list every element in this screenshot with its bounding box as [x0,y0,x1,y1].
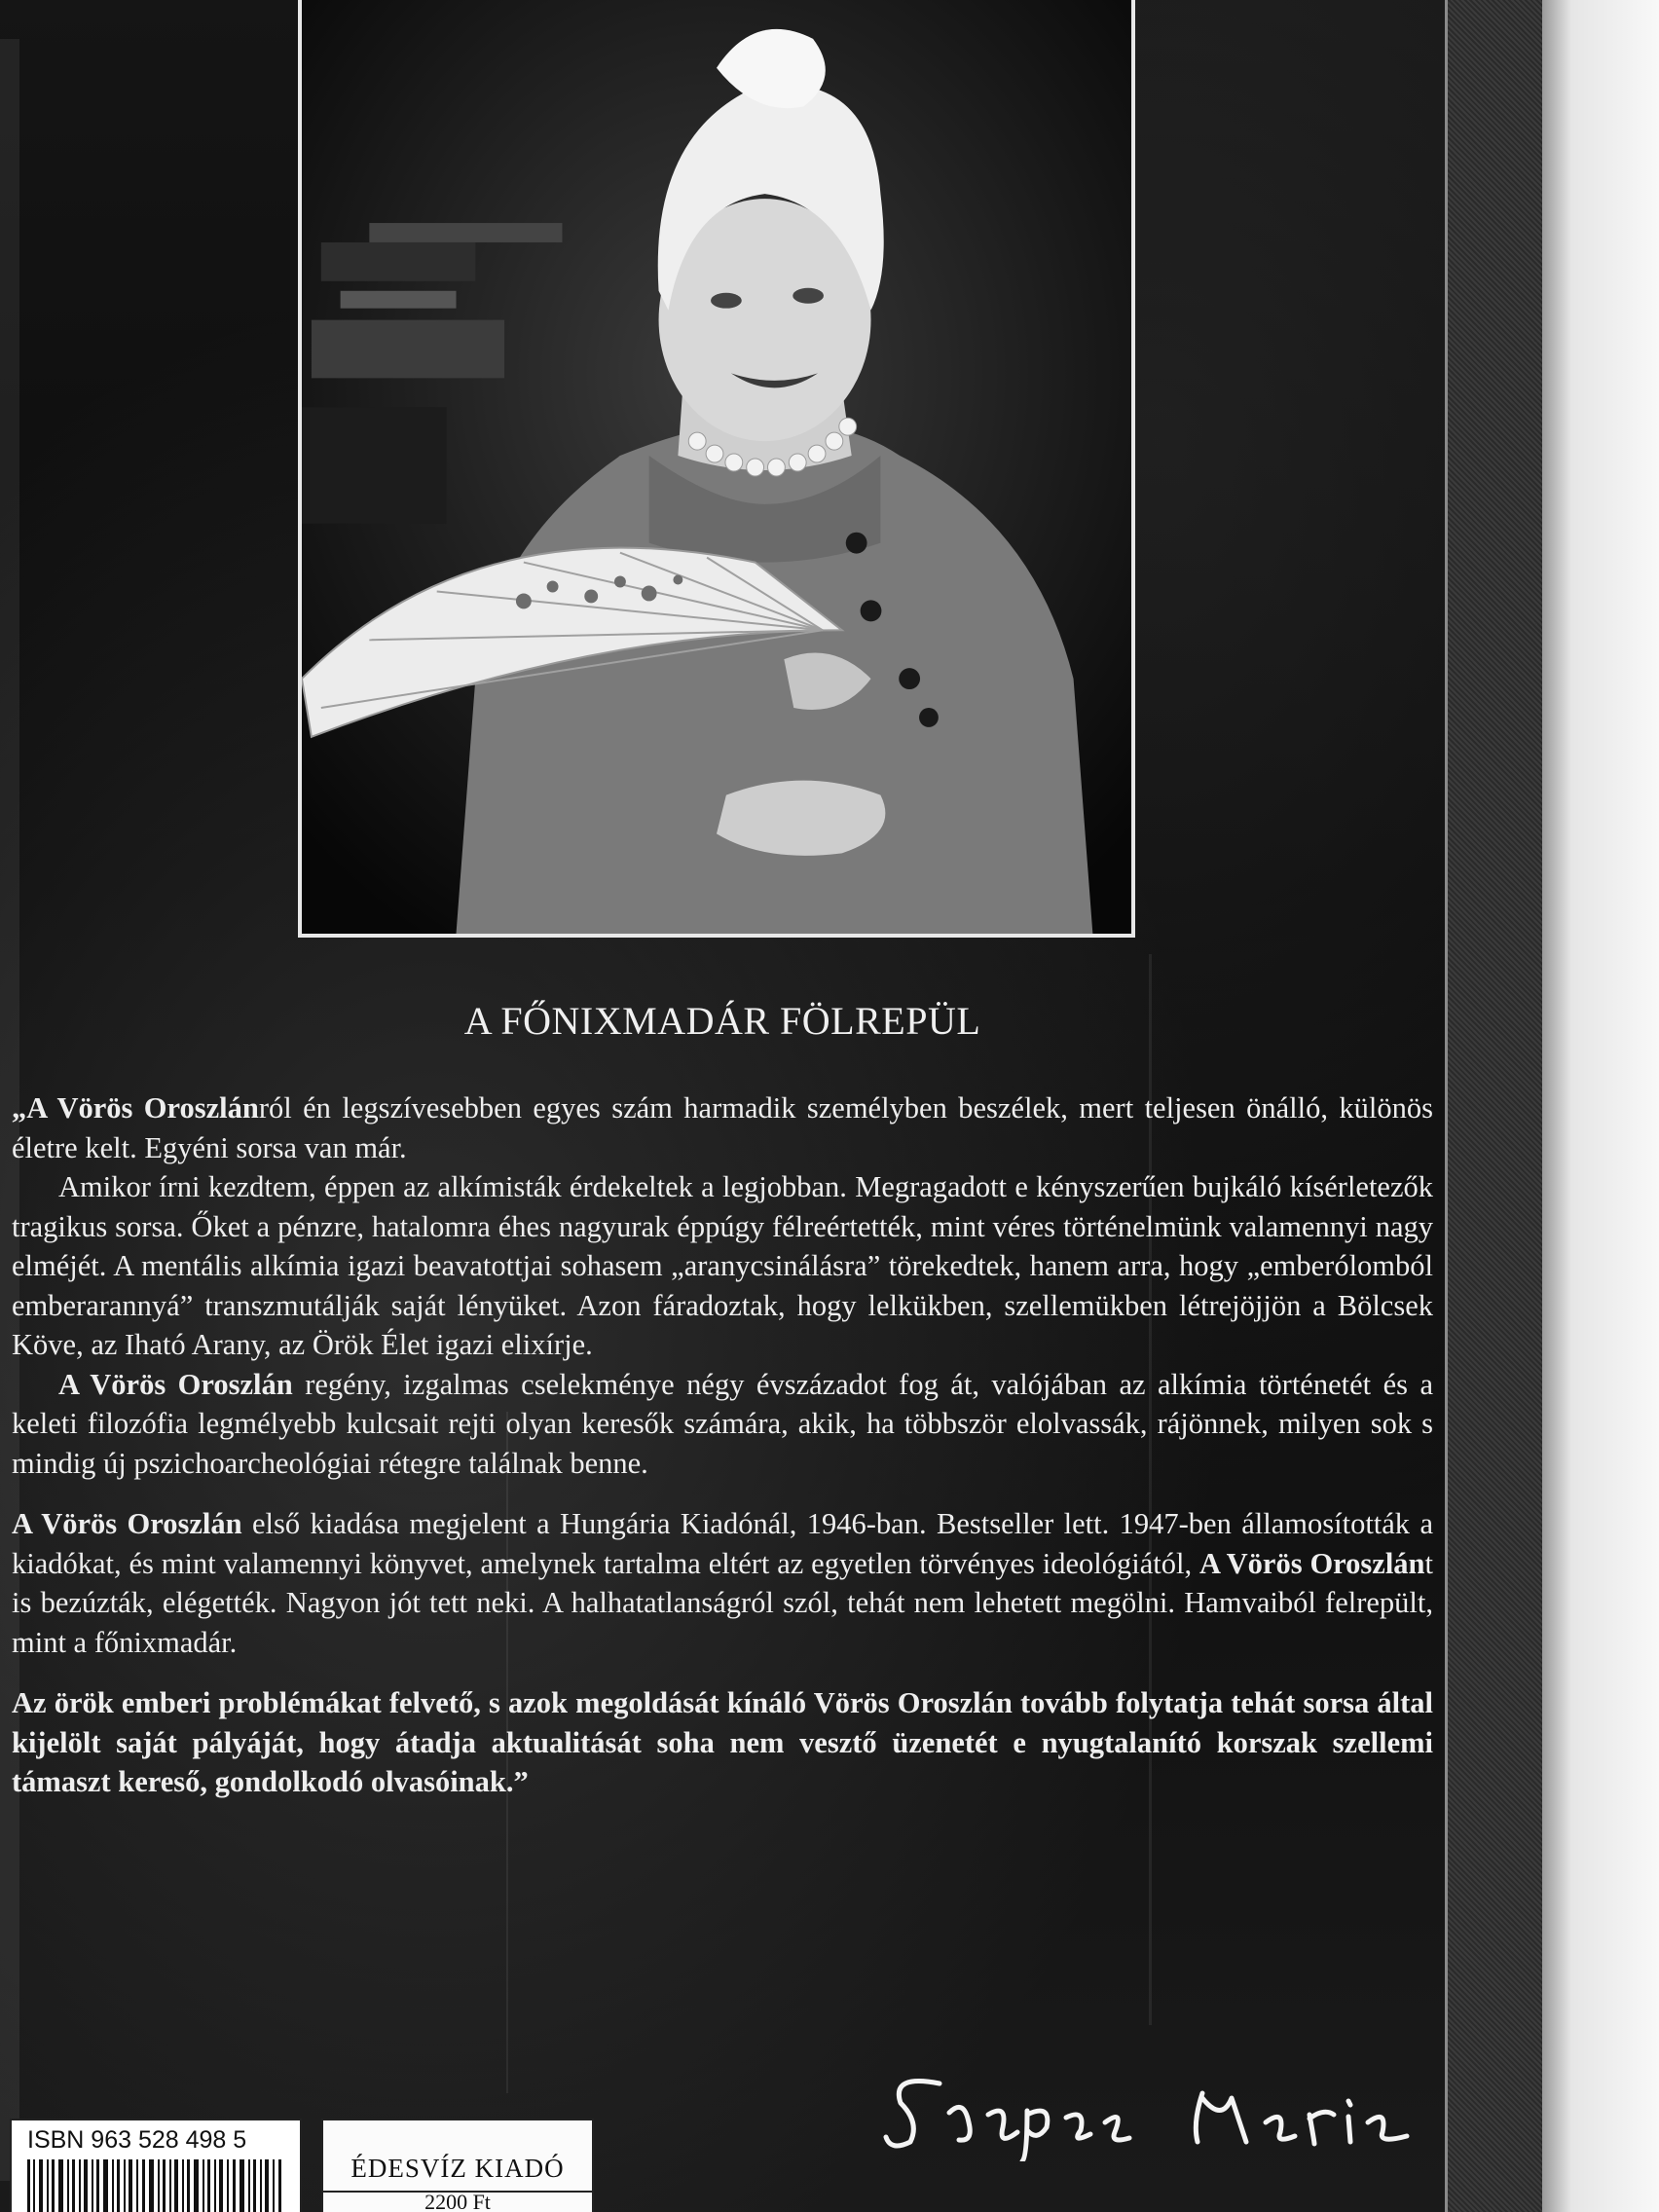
blurb-paragraph: A Vörös Oroszlán regény, izgalmas cselekménye négy évszázadot fog át, valójában az alkímia történetét és a keleti filozófia legmélyebb kulcsait rejti olyan keresők számára, akik, ha többször elolvassák, rájönnek, milyen sok s mindig új pszichoarcheológiai rétegre találnak benne. [12,1367,1434,1480]
book-title: „A Vörös Oroszlán [12,1091,259,1124]
book-title: A Vörös Oroszlán [58,1367,293,1401]
blurb-paragraph: A Vörös Oroszlán első kiadása megjelent a Hungária Kiadónál, 1946-ban. Bestseller lett. 1947-ben államosították a kiadókat, és mint valamennyi könyvet, amelynek tartalma eltért az egyetlen törvényes ideológiától, A Vörös Oroszlánt is bezúzták, elégették. Nagyon jót tett neki. A halhatatlanságról szól, tehát nem lehetett megölni. Hamvaiból felrepült, mint a főnixmadár. [12,1507,1434,1659]
book-spine [1445,0,1545,2212]
blurb-paragraph-bold: Az örök emberi problémákat felvető, s azok megoldását kínáló Vörös Oroszlán tovább folytatja tehát sorsa által kijelölt saját pályáját, hogy átadja aktualitását soha nem vesztő üzenetét e nyugtalanító korszak szellemi támaszt kereső, gondolkodó olvasóinak.” [12,1686,1433,1798]
isbn-label [10,2119,302,2212]
page-background [1542,0,1659,2212]
author-portrait-photo [302,0,1131,934]
blurb-paragraph: „A Vörös Oroszlánról én legszívesebben egyes szám harmadik személyben beszélek, mert teljesen önálló, különös életre kelt. Egyéni sorsa van már. [12,1091,1433,1164]
author-photo [298,0,1135,938]
publisher-label [321,2119,594,2212]
publisher-name: ÉDESVÍZ KIADÓ [350,2154,565,2183]
book-title: A Vörös Oroszlán [12,1507,242,1540]
divider [323,2191,592,2193]
price: 2200 Ft [424,2190,491,2212]
barcode-icon [25,2159,288,2212]
isbn-number: ISBN 963 528 498 5 [27,2126,247,2154]
blurb-text [12,1088,1433,1802]
handwritten-signature [881,2054,1445,2161]
blurb-paragraph: Amikor írni kezdtem, éppen az alkímisták érdekeltek a legjobban. Megragadott e kényszerűen bujkáló kísérletezők tragikus sorsa. Őket a pénzre, hatalomra éhes nagyurak éppúgy félreértették, mint véres történelmünk valamennyi nagy elméjét. A mentális alkímia igazi beavatottjai sohasem „aranycsinálásra” törekedtek, hanem arra, hogy „emberólomból emberarannyá” transzmutálják saját lényüket. Azon fáradoztak, hogy lelkükben, szellemükben létrejöjjön a Bölcsek Köve, az Iható Arany, az Örök Élet igazi elixírje. [12,1170,1433,1361]
book-title: A Vörös Oroszlán [1198,1546,1425,1580]
cover-headline: A FŐNIXMADÁR FÖLREPÜL [463,999,981,1043]
